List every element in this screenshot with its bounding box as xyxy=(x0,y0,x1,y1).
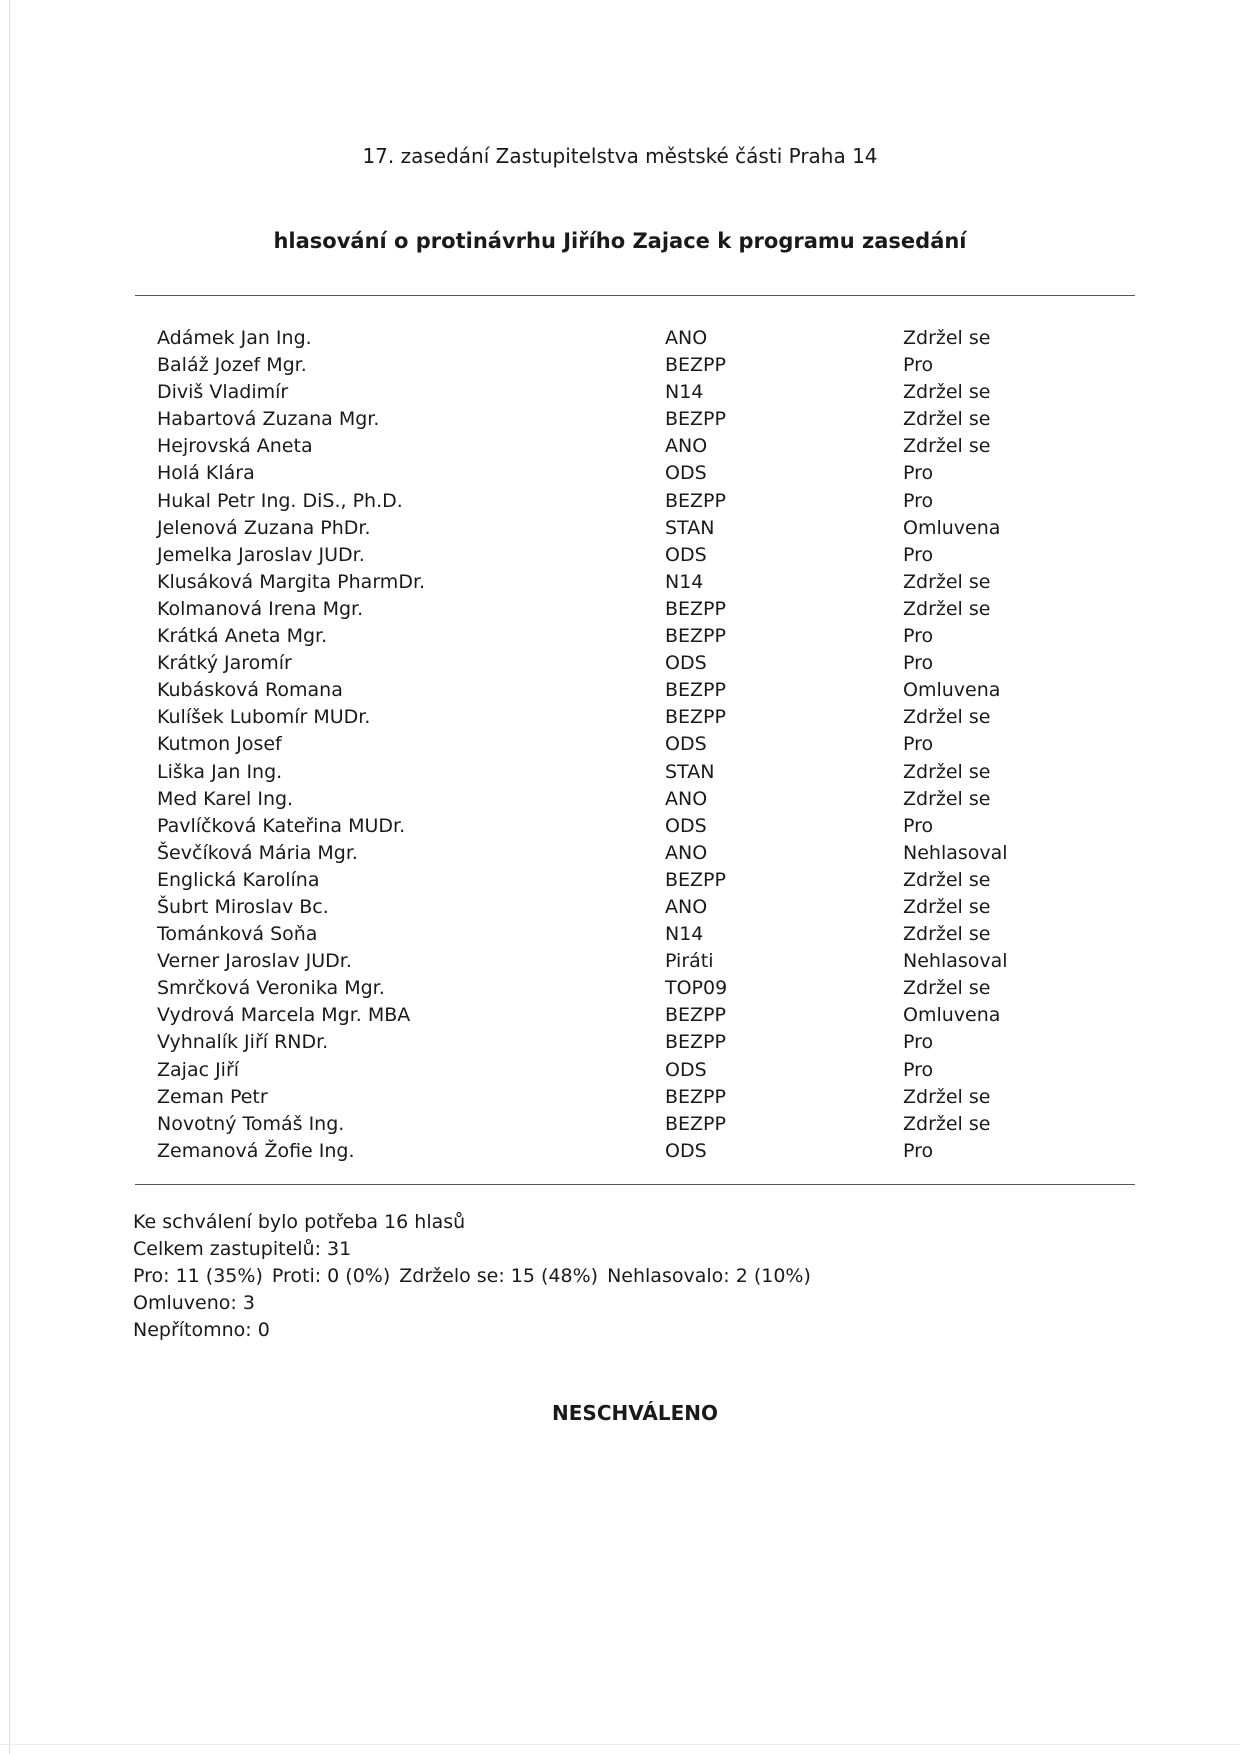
member-party: Piráti xyxy=(665,950,714,973)
member-vote: Omluvena xyxy=(903,679,1001,702)
member-party: N14 xyxy=(665,923,704,946)
member-name: Šubrt Miroslav Bc. xyxy=(157,895,329,918)
member-party: ANO xyxy=(665,787,708,810)
member-party: BEZPP xyxy=(665,1112,726,1135)
member-vote: Pro xyxy=(903,1058,934,1081)
member-vote: Zdržel se xyxy=(903,435,991,458)
member-name: Krátká Aneta Mgr. xyxy=(157,625,328,648)
summary-nepritomno: Nepřítomno: 0 xyxy=(133,1319,270,1341)
member-party: ODS xyxy=(665,733,707,756)
member-party: BEZPP xyxy=(665,489,726,512)
member-party: BEZPP xyxy=(665,706,726,729)
member-name: Novotný Tomáš Ing. xyxy=(157,1112,345,1135)
member-vote: Pro xyxy=(903,543,934,566)
member-name: Kolmanová Irena Mgr. xyxy=(157,597,364,620)
member-party: ODS xyxy=(665,543,707,566)
member-name: Klusáková Margita PharmDr. xyxy=(157,570,426,593)
member-vote: Zdržel se xyxy=(903,706,991,729)
member-name: Pavlíčková Kateřina MUDr. xyxy=(157,814,406,837)
member-vote: Omluvena xyxy=(903,516,1001,539)
member-party: BEZPP xyxy=(665,868,726,891)
member-name: Hejrovská Aneta xyxy=(157,435,313,458)
member-name: Tománková Soňa xyxy=(157,923,318,946)
member-party: TOP09 xyxy=(665,977,728,1000)
divider-bottom xyxy=(135,1184,1135,1185)
member-vote: Zdržel se xyxy=(903,597,991,620)
member-name: Diviš Vladimír xyxy=(157,381,289,404)
member-name: Kulíšek Lubomír MUDr. xyxy=(157,706,371,729)
member-vote: Pro xyxy=(903,462,934,485)
member-name: Holá Klára xyxy=(157,462,255,485)
member-vote: Zdržel se xyxy=(903,868,991,891)
member-name: Hukal Petr Ing. DiS., Ph.D. xyxy=(157,489,403,512)
member-vote: Zdržel se xyxy=(903,408,991,431)
member-party: BEZPP xyxy=(665,354,726,377)
summary-nehlasovalo: Nehlasovalo: 2 (10%) xyxy=(607,1265,811,1287)
member-party: ODS xyxy=(665,462,707,485)
member-vote: Pro xyxy=(903,733,934,756)
member-vote: Zdržel se xyxy=(903,1112,991,1135)
summary-zdrzelo: Zdrželo se: 15 (48%) xyxy=(399,1265,599,1287)
member-vote: Pro xyxy=(903,489,934,512)
member-party: N14 xyxy=(665,570,704,593)
member-party: ODS xyxy=(665,1058,707,1081)
member-party: ODS xyxy=(665,814,707,837)
summary-proti: Proti: 0 (0%) xyxy=(271,1265,391,1287)
summary-pro: Pro: 11 (35%) xyxy=(133,1265,263,1287)
member-name: Krátký Jaromír xyxy=(157,652,292,675)
member-name: Vyhnalík Jiří RNDr. xyxy=(157,1031,329,1054)
member-name: Jemelka Jaroslav JUDr. xyxy=(157,543,365,566)
member-party: BEZPP xyxy=(665,408,726,431)
member-name: Zemanová Žofie Ing. xyxy=(157,1139,355,1162)
member-vote: Pro xyxy=(903,354,934,377)
member-name: Verner Jaroslav JUDr. xyxy=(157,950,352,973)
member-party: ODS xyxy=(665,1139,707,1162)
divider-top xyxy=(135,295,1135,296)
member-name: Med Karel Ing. xyxy=(157,787,294,810)
member-vote: Pro xyxy=(903,814,934,837)
member-name: Kubásková Romana xyxy=(157,679,343,702)
member-name: Kutmon Josef xyxy=(157,733,282,756)
member-vote: Zdržel se xyxy=(903,570,991,593)
member-name: Zeman Petr xyxy=(157,1085,268,1108)
vote-summary xyxy=(133,1209,811,1344)
member-vote: Zdržel se xyxy=(903,381,991,404)
member-vote: Pro xyxy=(903,652,934,675)
member-name: Jelenová Zuzana PhDr. xyxy=(157,516,371,539)
meeting-title: 17. zasedání Zastupitelstva městské části Praha 14 xyxy=(362,144,878,168)
summary-counts xyxy=(133,1263,811,1290)
member-vote: Zdržel se xyxy=(903,977,991,1000)
member-vote: Pro xyxy=(903,625,934,648)
member-vote: Zdržel se xyxy=(903,327,991,349)
member-vote: Zdržel se xyxy=(903,895,991,918)
member-party: BEZPP xyxy=(665,625,726,648)
member-vote: Zdržel se xyxy=(903,787,991,810)
member-name: Adámek Jan Ing. xyxy=(157,327,312,349)
member-party: BEZPP xyxy=(665,1031,726,1054)
member-party: ANO xyxy=(665,895,708,918)
member-party: BEZPP xyxy=(665,1004,726,1027)
summary-total: Celkem zastupitelů: 31 xyxy=(133,1238,352,1260)
summary-omluveno: Omluveno: 3 xyxy=(133,1292,255,1314)
member-party: STAN xyxy=(665,760,715,783)
page-edge-bottom xyxy=(0,1744,1240,1745)
member-party: ANO xyxy=(665,841,708,864)
member-vote: Omluvena xyxy=(903,1004,1001,1027)
member-vote: Zdržel se xyxy=(903,923,991,946)
member-party: BEZPP xyxy=(665,679,726,702)
vote-result: NESCHVÁLENO xyxy=(552,1401,718,1425)
member-party: N14 xyxy=(665,381,704,404)
member-party: ANO xyxy=(665,327,708,349)
member-party: ODS xyxy=(665,652,707,675)
member-name: Habartová Zuzana Mgr. xyxy=(157,408,380,431)
member-vote: Zdržel se xyxy=(903,1085,991,1108)
member-name: Smrčková Veronika Mgr. xyxy=(157,977,385,1000)
summary-required: Ke schválení bylo potřeba 16 hlasů xyxy=(133,1211,466,1233)
vote-title: hlasování o protinávrhu Jiřího Zajace k programu zasedání xyxy=(273,229,967,253)
member-name: Englická Karolína xyxy=(157,868,320,891)
member-vote: Nehlasoval xyxy=(903,950,1008,973)
member-vote: Nehlasoval xyxy=(903,841,1008,864)
member-vote: Pro xyxy=(903,1139,934,1162)
member-vote: Pro xyxy=(903,1031,934,1054)
member-name: Liška Jan Ing. xyxy=(157,760,283,783)
member-party: ANO xyxy=(665,435,708,458)
member-party: STAN xyxy=(665,516,715,539)
page-edge xyxy=(9,0,10,1754)
member-name: Zajac Jiří xyxy=(157,1058,240,1081)
member-party: BEZPP xyxy=(665,1085,726,1108)
member-party: BEZPP xyxy=(665,597,726,620)
member-vote: Zdržel se xyxy=(903,760,991,783)
member-name: Ševčíková Mária Mgr. xyxy=(157,841,358,864)
member-name: Baláž Jozef Mgr. xyxy=(157,354,307,377)
member-name: Vydrová Marcela Mgr. MBA xyxy=(157,1004,411,1027)
